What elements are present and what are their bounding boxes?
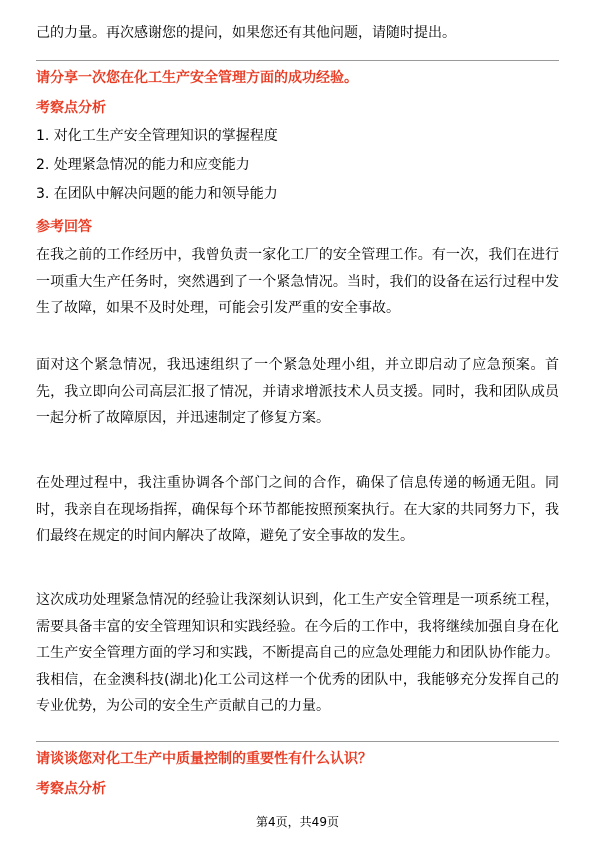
answer-paragraph: 在处理过程中，我注重协调各个部门之间的合作，确保了信息传递的畅通无阻。同时，我亲自在现场指挥，确保每个环节都能按照预案执行。在大家的共同努力下，我们最终在规定的时间内解决了故障，避免了安全事故的发生。 (36, 475, 559, 544)
analysis-heading: 考察点分析 (36, 100, 106, 116)
question-title: 请谈谈您对化工生产中质量控制的重要性有什么认识？ (36, 751, 372, 767)
analysis-item: 3. 在团队中解决问题的能力和领导能力 (36, 186, 278, 202)
analysis-item: 2. 处理紧急情况的能力和应变能力 (36, 157, 250, 173)
page-number: 第4页，共49页 (256, 815, 339, 829)
divider (36, 741, 559, 742)
divider (36, 60, 559, 61)
question-title: 请分享一次您在化工生产安全管理方面的成功经验。 (36, 70, 358, 86)
analysis-heading: 考察点分析 (36, 781, 106, 797)
paragraph-continuation: 己的力量。再次感谢您的提问，如果您还有其他问题，请随时提出。 (36, 25, 456, 41)
answer-paragraph: 这次成功处理紧急情况的经验让我深刻认识到，化工生产安全管理是一项系统工程，需要具备丰富的安全管理知识和实践经验。在今后的工作中，我将继续加强自身在化工生产安全管理方面的学习和实践，不断提高自己的应急处理能力和团队协作能力。我相信，在金澳科技(湖北)化工公司这样一个优秀的团队中，我能够充分发挥自己的专业优势，为公司的安全生产贡献自己的力量。 (36, 592, 559, 714)
answer-paragraph: 在我之前的工作经历中，我曾负责一家化工厂的安全管理工作。有一次，我们在进行一项重大生产任务时，突然遇到了一个紧急情况。当时，我们的设备在运行过程中发生了故障，如果不及时处理，可能会引发严重的安全事故。 (36, 247, 559, 316)
answer-heading: 参考回答 (36, 219, 92, 235)
analysis-item: 1. 对化工生产安全管理知识的掌握程度 (36, 128, 278, 144)
answer-paragraph: 面对这个紧急情况，我迅速组织了一个紧急处理小组，并立即启动了应急预案。首先，我立即向公司高层汇报了情况，并请求增派技术人员支援。同时，我和团队成员一起分析了故障原因，并迅速制定了修复方案。 (36, 357, 559, 426)
